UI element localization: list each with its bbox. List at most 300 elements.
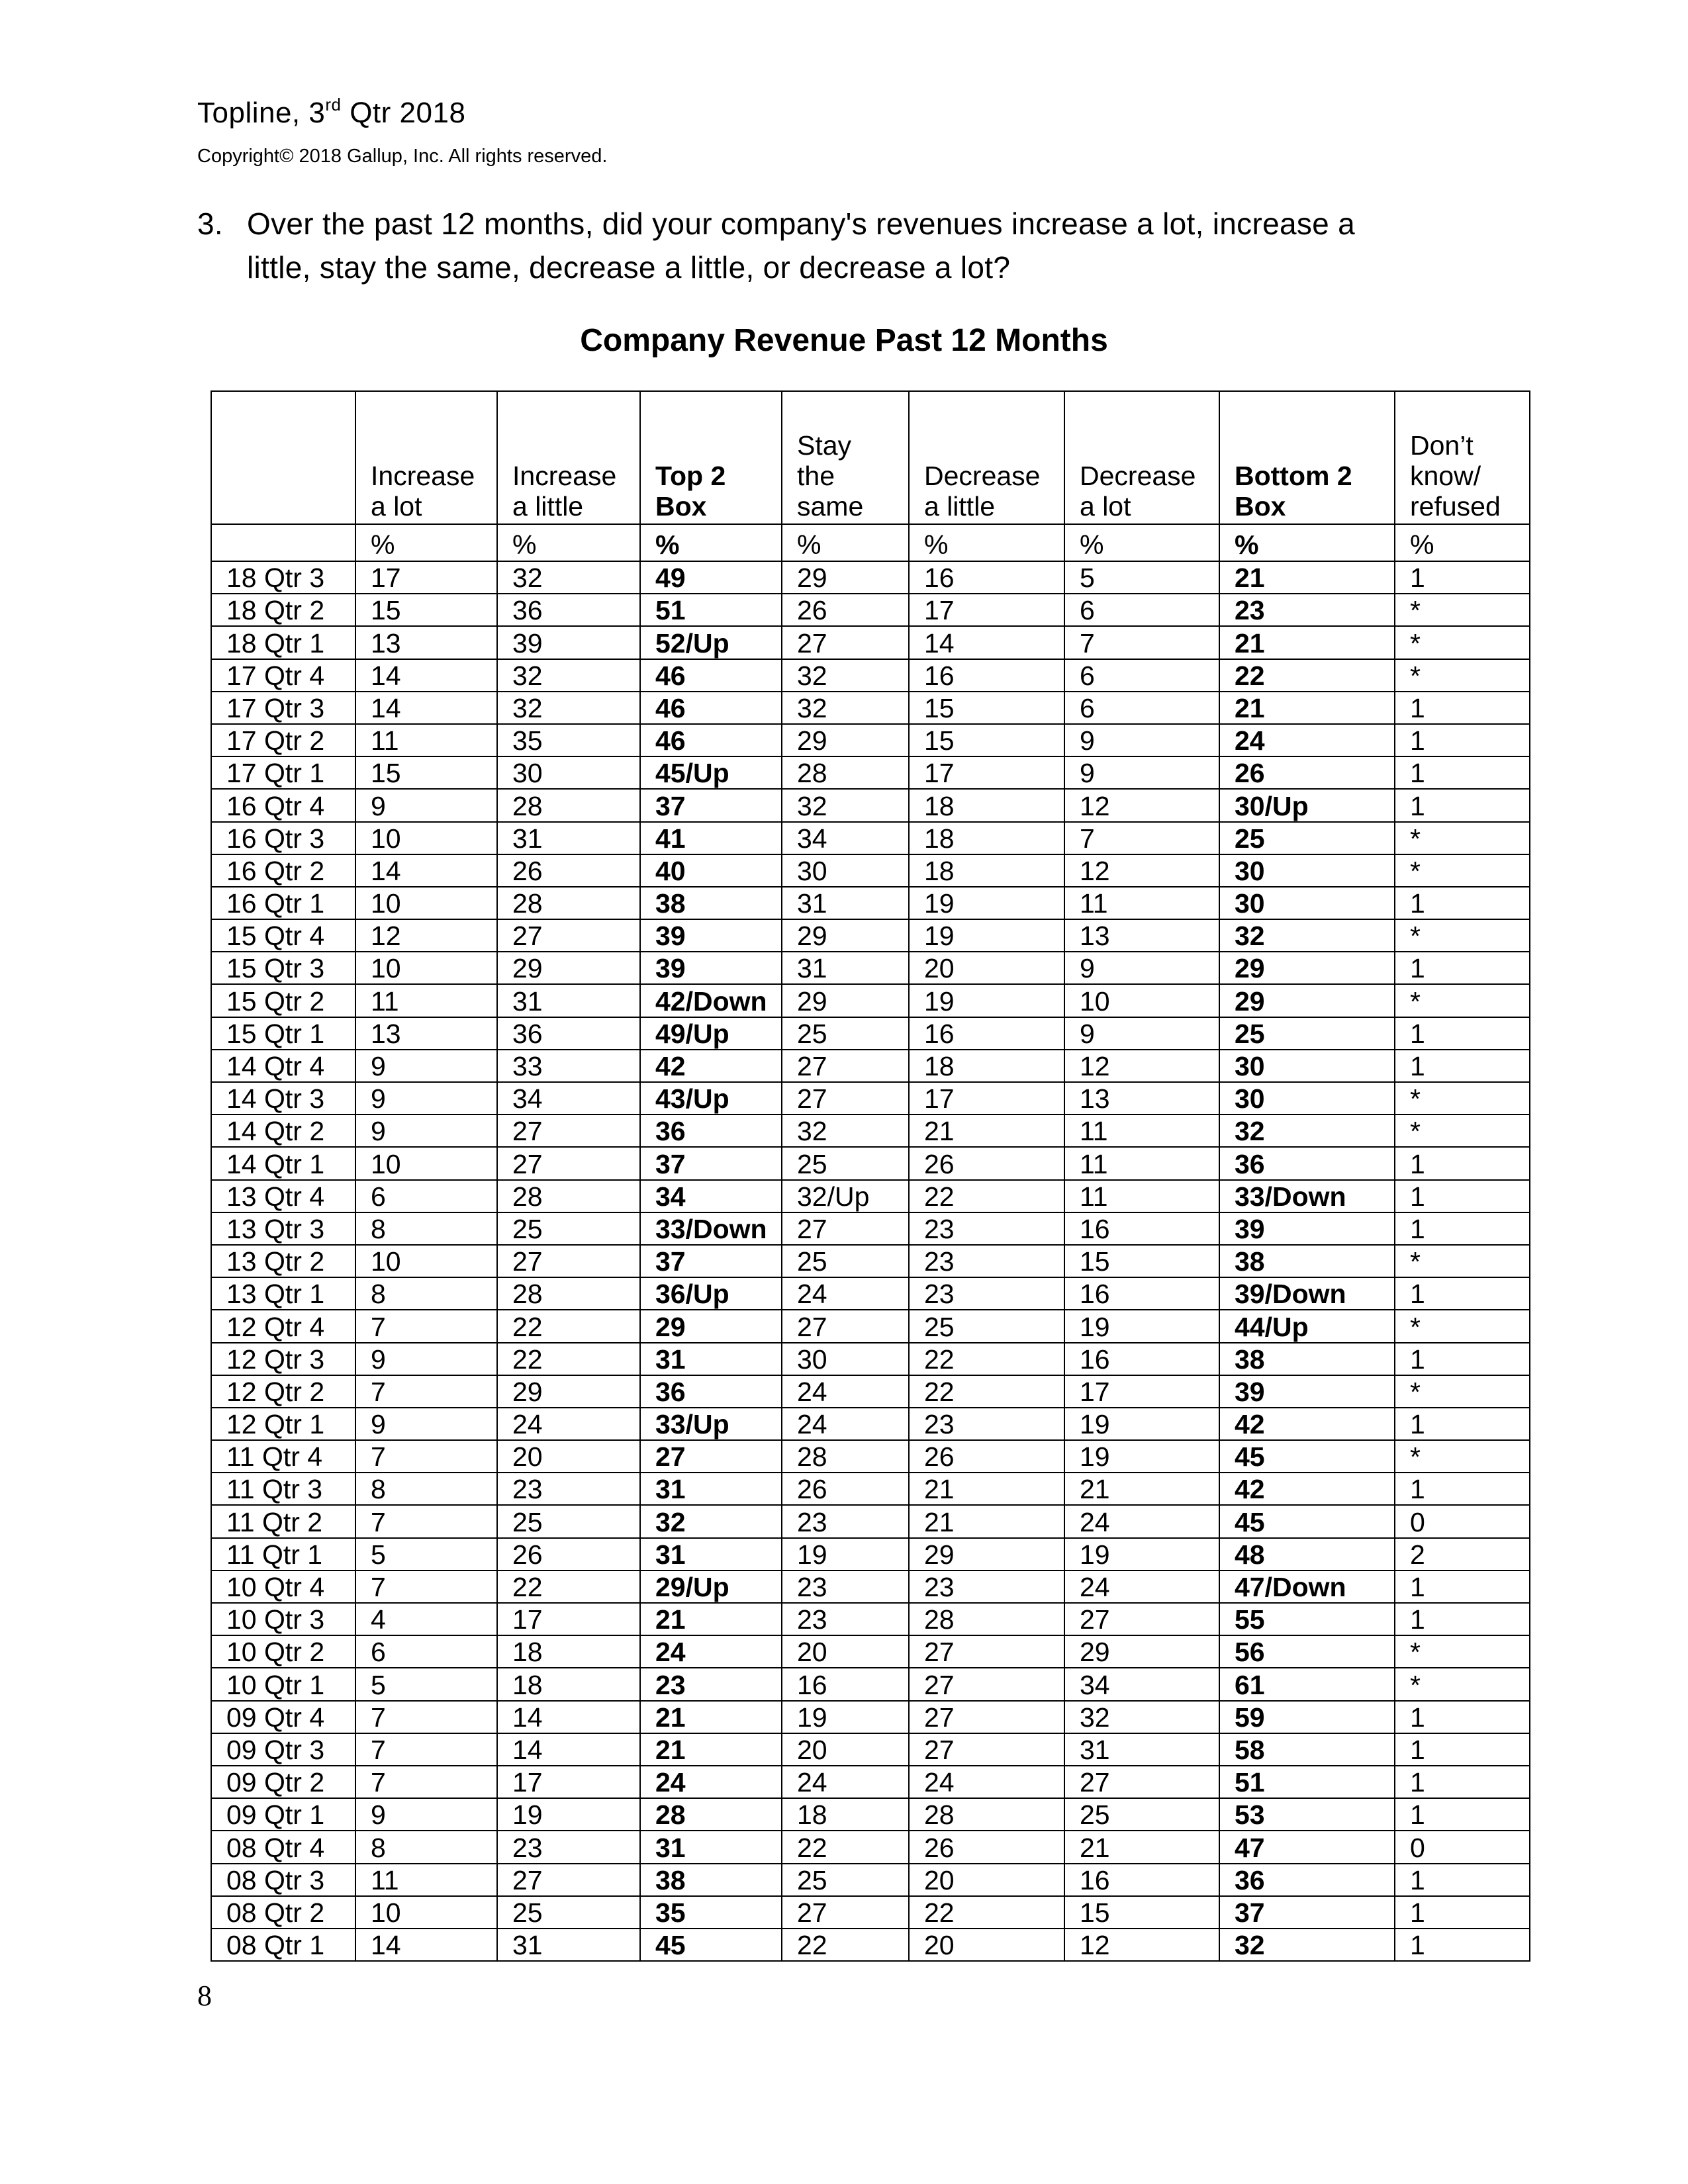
table-cell: 27	[497, 1864, 640, 1896]
table-cell: 46	[640, 724, 782, 756]
table-row	[211, 756, 1530, 789]
question-text-line-2: little, stay the same, decrease a little, or decrease a lot?	[247, 250, 1011, 285]
table-cell: 32	[497, 692, 640, 724]
table-row	[211, 1603, 1530, 1635]
table-cell: 27	[1064, 1766, 1219, 1798]
table-cell: 21	[1219, 561, 1395, 594]
table-cell: 30	[1219, 887, 1395, 919]
row-label-cell: 17 Qtr 4	[211, 659, 355, 692]
table-cell: 19	[1064, 1538, 1219, 1570]
table-cell: 21	[1064, 1473, 1219, 1505]
table-cell: 24	[640, 1766, 782, 1798]
table-cell: 42/Down	[640, 984, 782, 1017]
table-cell: 37	[640, 789, 782, 821]
table-cell: 21	[909, 1473, 1064, 1505]
row-label-cell: 16 Qtr 1	[211, 887, 355, 919]
table-cell: 61	[1219, 1668, 1395, 1700]
table-cell: 23	[640, 1668, 782, 1700]
table-cell: 15	[355, 594, 497, 626]
table-cell: 37	[1219, 1896, 1395, 1929]
table-cell: 29	[782, 724, 909, 756]
table-cell: 38	[1219, 1343, 1395, 1375]
table-cell: 14	[355, 1929, 497, 1961]
table-cell: *	[1395, 1115, 1530, 1147]
table-cell: 45/Up	[640, 756, 782, 789]
row-label-cell: 13 Qtr 1	[211, 1277, 355, 1310]
table-cell: 14	[355, 854, 497, 887]
column-header-line	[655, 430, 781, 461]
table-cell: 20	[782, 1733, 909, 1766]
row-label-cell: 16 Qtr 4	[211, 789, 355, 821]
table-cell: 28	[497, 1277, 640, 1310]
row-label-cell: 13 Qtr 3	[211, 1212, 355, 1245]
row-label-cell: 15 Qtr 4	[211, 919, 355, 952]
column-header-line: a lot	[371, 491, 422, 522]
table-cell: 22	[497, 1310, 640, 1342]
table-cell: 17	[1064, 1375, 1219, 1408]
table-cell: 55	[1219, 1603, 1395, 1635]
table-cell: 12	[1064, 789, 1219, 821]
table-cell: 36	[497, 1017, 640, 1050]
copyright-notice: Copyright© 2018 Gallup, Inc. All rights reserved.	[197, 146, 608, 167]
table-cell: 33/Down	[640, 1212, 782, 1245]
table-cell: 21	[1064, 1831, 1219, 1863]
table-row	[211, 1473, 1530, 1505]
table-cell: 20	[909, 1929, 1064, 1961]
row-label-cell: 14 Qtr 3	[211, 1082, 355, 1115]
table-cell: 9	[1064, 724, 1219, 756]
table-cell: 37	[640, 1147, 782, 1179]
table-cell: 36	[497, 594, 640, 626]
table-cell: 1	[1395, 1473, 1530, 1505]
unit-cell: %	[1395, 524, 1530, 561]
table-row	[211, 1929, 1530, 1961]
table-cell: 5	[355, 1538, 497, 1570]
table-cell: 1	[1395, 1212, 1530, 1245]
table-cell: 36	[1219, 1147, 1395, 1179]
question-text-line-1: Over the past 12 months, did your company's revenues increase a lot, increase a	[247, 206, 1356, 241]
table-cell: 32	[782, 1115, 909, 1147]
page-header-title	[197, 97, 465, 130]
table-cell: 30	[497, 756, 640, 789]
table-header-row	[211, 391, 1530, 524]
column-header-line: Box	[1235, 491, 1286, 522]
column-header-line	[512, 430, 639, 461]
table-cell: 25	[497, 1505, 640, 1537]
table-units-row	[211, 524, 1530, 561]
table-cell: 1	[1395, 1798, 1530, 1831]
column-header	[909, 391, 1064, 524]
table-cell: 21	[909, 1115, 1064, 1147]
row-label-cell: 16 Qtr 3	[211, 822, 355, 854]
column-header-line: Decrease	[924, 461, 1041, 491]
table-cell: 45	[1219, 1505, 1395, 1537]
header-title-prefix: Topline, 3	[197, 97, 326, 129]
table-cell: 29	[1064, 1635, 1219, 1668]
table-row	[211, 1701, 1530, 1733]
table-row	[211, 1277, 1530, 1310]
table-cell: 6	[355, 1635, 497, 1668]
table-cell: *	[1395, 984, 1530, 1017]
table-cell: 16	[1064, 1864, 1219, 1896]
table-cell: 23	[782, 1570, 909, 1603]
table-cell: 30/Up	[1219, 789, 1395, 821]
table-cell: 8	[355, 1473, 497, 1505]
row-label-cell: 08 Qtr 4	[211, 1831, 355, 1863]
unit-cell: %	[909, 524, 1064, 561]
table-cell: 27	[782, 1050, 909, 1082]
table-cell: 32	[640, 1505, 782, 1537]
table-cell: *	[1395, 594, 1530, 626]
table-row	[211, 1147, 1530, 1179]
table-cell: 23	[497, 1831, 640, 1863]
table-cell: 9	[355, 1050, 497, 1082]
table-cell: 16	[909, 1017, 1064, 1050]
table-cell: 31	[497, 1929, 640, 1961]
table-cell: 9	[1064, 756, 1219, 789]
question-number: 3.	[197, 206, 223, 241]
table-cell: 28	[909, 1603, 1064, 1635]
table-cell: 5	[1064, 561, 1219, 594]
table-cell: 28	[909, 1798, 1064, 1831]
table-cell: 15	[1064, 1896, 1219, 1929]
table-cell: 16	[1064, 1343, 1219, 1375]
table-cell: 33	[497, 1050, 640, 1082]
table-cell: 25	[497, 1212, 640, 1245]
table-cell: 45	[640, 1929, 782, 1961]
table-cell: 30	[782, 1343, 909, 1375]
table-cell: 23	[909, 1408, 1064, 1440]
table-cell: 46	[640, 692, 782, 724]
table-cell: 29	[497, 952, 640, 984]
table-cell: 1	[1395, 887, 1530, 919]
table-cell: 31	[497, 984, 640, 1017]
table-cell: 18	[497, 1635, 640, 1668]
table-row	[211, 594, 1530, 626]
table-cell: 36	[640, 1115, 782, 1147]
table-cell: 20	[909, 952, 1064, 984]
table-cell: 14	[497, 1733, 640, 1766]
table-cell: 2	[1395, 1538, 1530, 1570]
table-cell: 22	[782, 1929, 909, 1961]
table-cell: 26	[782, 1473, 909, 1505]
column-header	[497, 391, 640, 524]
row-label-cell: 10 Qtr 3	[211, 1603, 355, 1635]
table-cell: 36	[1219, 1864, 1395, 1896]
table-cell: 7	[355, 1766, 497, 1798]
table-cell: 1	[1395, 1701, 1530, 1733]
row-label-cell: 12 Qtr 2	[211, 1375, 355, 1408]
table-row	[211, 724, 1530, 756]
table-cell: 26	[909, 1147, 1064, 1179]
table-cell: 7	[355, 1310, 497, 1342]
table-cell: 51	[1219, 1766, 1395, 1798]
table-cell: 6	[355, 1180, 497, 1212]
table-cell: 22	[497, 1343, 640, 1375]
table-cell: 29	[1219, 952, 1395, 984]
table-cell: 38	[1219, 1245, 1395, 1277]
table-cell: 26	[782, 594, 909, 626]
table-cell: 18	[782, 1798, 909, 1831]
table-cell: 16	[782, 1668, 909, 1700]
table-row	[211, 887, 1530, 919]
table-cell: 24	[497, 1408, 640, 1440]
table-cell: 21	[640, 1603, 782, 1635]
table-cell: 32	[1064, 1701, 1219, 1733]
table-cell: 27	[497, 1115, 640, 1147]
table-cell: 48	[1219, 1538, 1395, 1570]
table-cell: 20	[497, 1440, 640, 1473]
table-cell: 19	[909, 984, 1064, 1017]
table-cell: 24	[1064, 1505, 1219, 1537]
table-cell: 9	[1064, 1017, 1219, 1050]
row-label-cell: 16 Qtr 2	[211, 854, 355, 887]
table-cell: 19	[497, 1798, 640, 1831]
table-cell: 13	[355, 626, 497, 659]
table-cell: 1	[1395, 952, 1530, 984]
row-label-cell: 14 Qtr 4	[211, 1050, 355, 1082]
table-cell: 9	[355, 1343, 497, 1375]
table-cell: 43/Up	[640, 1082, 782, 1115]
table-cell: 7	[355, 1701, 497, 1733]
table-row	[211, 1408, 1530, 1440]
table-row	[211, 854, 1530, 887]
row-label-cell: 11 Qtr 2	[211, 1505, 355, 1537]
table-cell: *	[1395, 1668, 1530, 1700]
table-cell: 1	[1395, 692, 1530, 724]
table-cell: 7	[355, 1733, 497, 1766]
table-cell: 13	[1064, 919, 1219, 952]
column-header-line	[226, 430, 355, 461]
column-header-line: Bottom 2	[1235, 461, 1352, 491]
table-cell: 22	[909, 1180, 1064, 1212]
table-cell: 24	[909, 1766, 1064, 1798]
table-cell: 30	[1219, 1082, 1395, 1115]
table-cell: 42	[1219, 1473, 1395, 1505]
row-label-cell: 09 Qtr 2	[211, 1766, 355, 1798]
row-label-cell: 08 Qtr 2	[211, 1896, 355, 1929]
table-cell: 35	[640, 1896, 782, 1929]
table-cell: 7	[355, 1505, 497, 1537]
table-row	[211, 1864, 1530, 1896]
table-cell: 28	[497, 789, 640, 821]
table-cell: *	[1395, 1375, 1530, 1408]
table-cell: 9	[355, 789, 497, 821]
table-cell: 10	[355, 1147, 497, 1179]
table-row	[211, 692, 1530, 724]
table-cell: 26	[1219, 756, 1395, 789]
table-cell: 32	[497, 561, 640, 594]
table-row	[211, 1668, 1530, 1700]
table-row	[211, 952, 1530, 984]
header-title-suffix: Qtr 2018	[341, 97, 466, 129]
unit-cell	[211, 524, 355, 561]
table-cell: 32	[782, 692, 909, 724]
table-cell: 25	[782, 1245, 909, 1277]
table-cell: 22	[497, 1570, 640, 1603]
table-cell: 1	[1395, 561, 1530, 594]
table-cell: 21	[1219, 692, 1395, 724]
table-cell: 11	[355, 984, 497, 1017]
table-row	[211, 822, 1530, 854]
table-cell: 12	[355, 919, 497, 952]
table-cell: 45	[1219, 1440, 1395, 1473]
table-cell: 1	[1395, 1017, 1530, 1050]
table-cell: 58	[1219, 1733, 1395, 1766]
table-cell: 23	[1219, 594, 1395, 626]
table-cell: 18	[497, 1668, 640, 1700]
row-label-cell: 17 Qtr 2	[211, 724, 355, 756]
revenue-table-container	[211, 390, 1530, 1962]
table-cell: 20	[782, 1635, 909, 1668]
table-cell: 26	[497, 1538, 640, 1570]
table-cell: 46	[640, 659, 782, 692]
row-label-cell: 18 Qtr 2	[211, 594, 355, 626]
table-cell: 24	[782, 1766, 909, 1798]
table-cell: 33/Down	[1219, 1180, 1395, 1212]
column-header-line: the	[797, 461, 835, 491]
table-cell: 18	[909, 822, 1064, 854]
table-cell: 27	[782, 626, 909, 659]
table-cell: 7	[355, 1570, 497, 1603]
table-cell: 1	[1395, 1864, 1530, 1896]
table-title: Company Revenue Past 12 Months	[580, 323, 1108, 358]
table-row	[211, 1082, 1530, 1115]
row-label-cell: 12 Qtr 3	[211, 1343, 355, 1375]
table-cell: *	[1395, 854, 1530, 887]
table-cell: 30	[1219, 1050, 1395, 1082]
table-cell: 31	[640, 1343, 782, 1375]
table-cell: 27	[782, 1082, 909, 1115]
table-cell: 22	[909, 1375, 1064, 1408]
unit-cell: %	[1219, 524, 1395, 561]
table-cell: 27	[782, 1896, 909, 1929]
header-title-superscript: rd	[325, 95, 342, 114]
table-row	[211, 1440, 1530, 1473]
column-header-line	[226, 461, 355, 491]
table-cell: 1	[1395, 756, 1530, 789]
table-cell: 10	[355, 822, 497, 854]
table-cell: 26	[909, 1440, 1064, 1473]
table-cell: 49	[640, 561, 782, 594]
table-cell: 28	[497, 887, 640, 919]
table-cell: 14	[497, 1701, 640, 1733]
column-header-line	[924, 430, 1064, 461]
table-cell: 56	[1219, 1635, 1395, 1668]
table-cell: 10	[355, 887, 497, 919]
table-cell: 20	[909, 1864, 1064, 1896]
table-cell: 31	[782, 887, 909, 919]
table-row	[211, 659, 1530, 692]
table-cell: 11	[355, 1864, 497, 1896]
unit-cell: %	[497, 524, 640, 561]
column-header	[640, 391, 782, 524]
table-cell: 33/Up	[640, 1408, 782, 1440]
row-label-cell: 08 Qtr 1	[211, 1929, 355, 1961]
table-row	[211, 1115, 1530, 1147]
table-cell: 23	[909, 1245, 1064, 1277]
table-cell: 25	[1219, 1017, 1395, 1050]
row-label-cell: 15 Qtr 3	[211, 952, 355, 984]
table-cell: 23	[782, 1603, 909, 1635]
table-cell: 37	[640, 1245, 782, 1277]
table-cell: 1	[1395, 724, 1530, 756]
table-cell: 36/Up	[640, 1277, 782, 1310]
table-cell: 1	[1395, 789, 1530, 821]
table-cell: 25	[909, 1310, 1064, 1342]
table-cell: 32	[497, 659, 640, 692]
table-cell: 29	[782, 919, 909, 952]
table-cell: 13	[1064, 1082, 1219, 1115]
table-cell: 21	[640, 1701, 782, 1733]
row-label-cell: 14 Qtr 1	[211, 1147, 355, 1179]
column-header	[782, 391, 909, 524]
table-cell: 19	[782, 1701, 909, 1733]
table-cell: *	[1395, 1082, 1530, 1115]
table-cell: 30	[1219, 854, 1395, 887]
table-cell: 17	[497, 1603, 640, 1635]
table-row	[211, 1831, 1530, 1863]
table-cell: 17	[909, 756, 1064, 789]
row-label-cell: 13 Qtr 2	[211, 1245, 355, 1277]
column-header-line	[371, 430, 496, 461]
table-cell: 59	[1219, 1701, 1395, 1733]
row-label-cell: 10 Qtr 1	[211, 1668, 355, 1700]
table-cell: 14	[909, 626, 1064, 659]
table-cell: 11	[355, 724, 497, 756]
column-header-line: refused	[1410, 491, 1501, 522]
table-cell: 34	[497, 1082, 640, 1115]
unit-cell: %	[782, 524, 909, 561]
table-row	[211, 1766, 1530, 1798]
table-cell: 31	[1064, 1733, 1219, 1766]
table-cell: 27	[497, 1147, 640, 1179]
row-label-cell: 15 Qtr 2	[211, 984, 355, 1017]
table-cell: 1	[1395, 1896, 1530, 1929]
table-cell: 32/Up	[782, 1180, 909, 1212]
table-row	[211, 561, 1530, 594]
table-row	[211, 984, 1530, 1017]
table-cell: 10	[1064, 984, 1219, 1017]
table-cell: 16	[1064, 1212, 1219, 1245]
table-cell: 24	[782, 1375, 909, 1408]
table-cell: 22	[782, 1831, 909, 1863]
row-label-cell: 10 Qtr 4	[211, 1570, 355, 1603]
table-cell: *	[1395, 626, 1530, 659]
table-row	[211, 1180, 1530, 1212]
table-cell: 7	[1064, 822, 1219, 854]
table-cell: 15	[909, 692, 1064, 724]
table-row	[211, 1733, 1530, 1766]
table-cell: 17	[355, 561, 497, 594]
column-header	[1219, 391, 1395, 524]
table-cell: 51	[640, 594, 782, 626]
table-cell: 32	[1219, 1929, 1395, 1961]
table-cell: 24	[1064, 1570, 1219, 1603]
table-cell: 23	[497, 1473, 640, 1505]
row-label-cell: 14 Qtr 2	[211, 1115, 355, 1147]
revenue-table	[211, 390, 1530, 1962]
table-cell: 52/Up	[640, 626, 782, 659]
table-row	[211, 919, 1530, 952]
table-cell: 9	[355, 1798, 497, 1831]
table-cell: 29	[1219, 984, 1395, 1017]
table-cell: 24	[640, 1635, 782, 1668]
column-header-line: Don’t	[1410, 430, 1474, 461]
table-cell: 27	[909, 1635, 1064, 1668]
row-label-cell: 09 Qtr 3	[211, 1733, 355, 1766]
table-cell: 27	[909, 1668, 1064, 1700]
